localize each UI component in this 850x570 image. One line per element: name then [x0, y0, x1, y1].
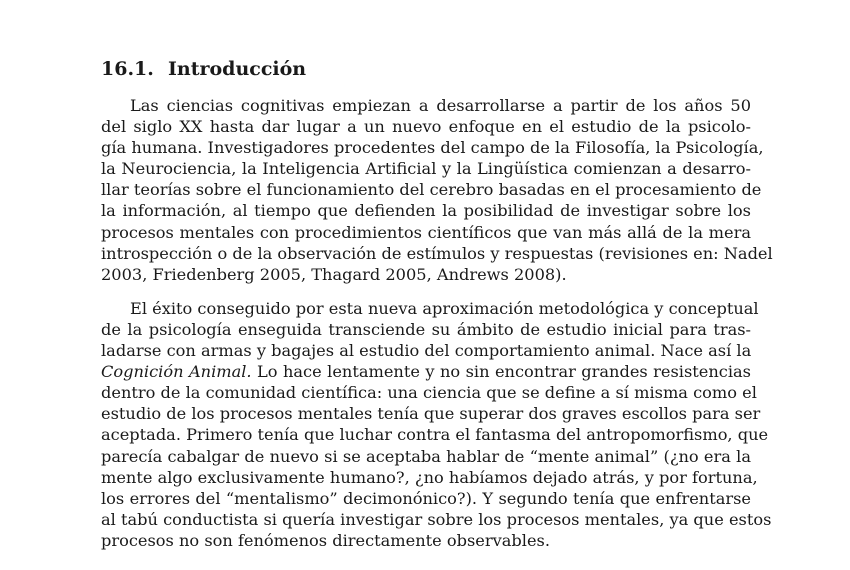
italic-term: Cognición Animal. — [101, 362, 252, 382]
text-line: la Neurociencia, la Inteligencia Artificial y la Lingüística comienzan a desarro- — [101, 159, 751, 179]
paragraph-gap — [101, 285, 751, 298]
text-line: los errores del “mentalismo” decimonónico?). Y segundo tenía que enfrentarse — [101, 488, 751, 508]
text-line: ladarse con armas y bagajes al estudio del comportamiento animal. Nace así la — [101, 341, 752, 361]
text-line: parecía cabalgar de nuevo si se aceptaba hablar de “mente animal” (¿no era la — [101, 446, 751, 466]
text-line-with-italic — [101, 361, 751, 382]
text-line: procesos mentales con procedimientos científicos que van más allá de la mera — [101, 222, 751, 242]
paragraph — [101, 95, 773, 285]
text-line: llar teorías sobre el funcionamiento del cerebro basadas en el procesamiento de — [101, 180, 762, 200]
text-line: del siglo XX hasta dar lugar a un nuevo enfoque en el estudio de la psicolo- — [101, 117, 751, 137]
section-heading — [101, 57, 306, 81]
text-line: procesos no son fenómenos directamente observables. — [101, 530, 550, 550]
text-line: El éxito conseguido por esta nueva aproximación metodológica y conceptual — [130, 298, 759, 318]
text-fragment: Lo hace lentamente y no sin encontrar grandes resistencias — [257, 362, 751, 382]
text-line: 2003, Friedenberg 2005, Thagard 2005, Andrews 2008). — [101, 264, 567, 284]
paragraph — [101, 298, 772, 551]
text-line: aceptada. Primero tenía que luchar contra el fantasma del antropomorfismo, que — [101, 425, 769, 445]
text-line: mente algo exclusivamente humano?, ¿no habíamos dejado atrás, y por fortuna, — [101, 467, 758, 487]
text-line: estudio de los procesos mentales tenía que superar dos graves escollos para ser — [101, 404, 761, 424]
text-line: gía humana. Investigadores procedentes del campo de la Filosofía, la Psicología, — [101, 138, 764, 158]
body-text — [101, 95, 773, 551]
section-number: 16.1. — [101, 58, 154, 80]
text-line: de la psicología enseguida transciende su ámbito de estudio inicial para tras- — [101, 319, 751, 339]
text-line: Las ciencias cognitivas empiezan a desarrollarse a partir de los años 50 — [130, 96, 751, 115]
text-line: la información, al tiempo que defienden la posibilidad de investigar sobre los — [101, 201, 751, 221]
text-line: dentro de la comunidad científica: una ciencia que se define a sí misma como el — [101, 383, 757, 403]
text-line: al tabú conductista si quería investigar sobre los procesos mentales, ya que estos — [101, 509, 772, 529]
section-title: Introducción — [168, 58, 307, 80]
text-line: introspección o de la observación de estímulos y respuestas (revisiones en: Nadel — [101, 243, 773, 263]
